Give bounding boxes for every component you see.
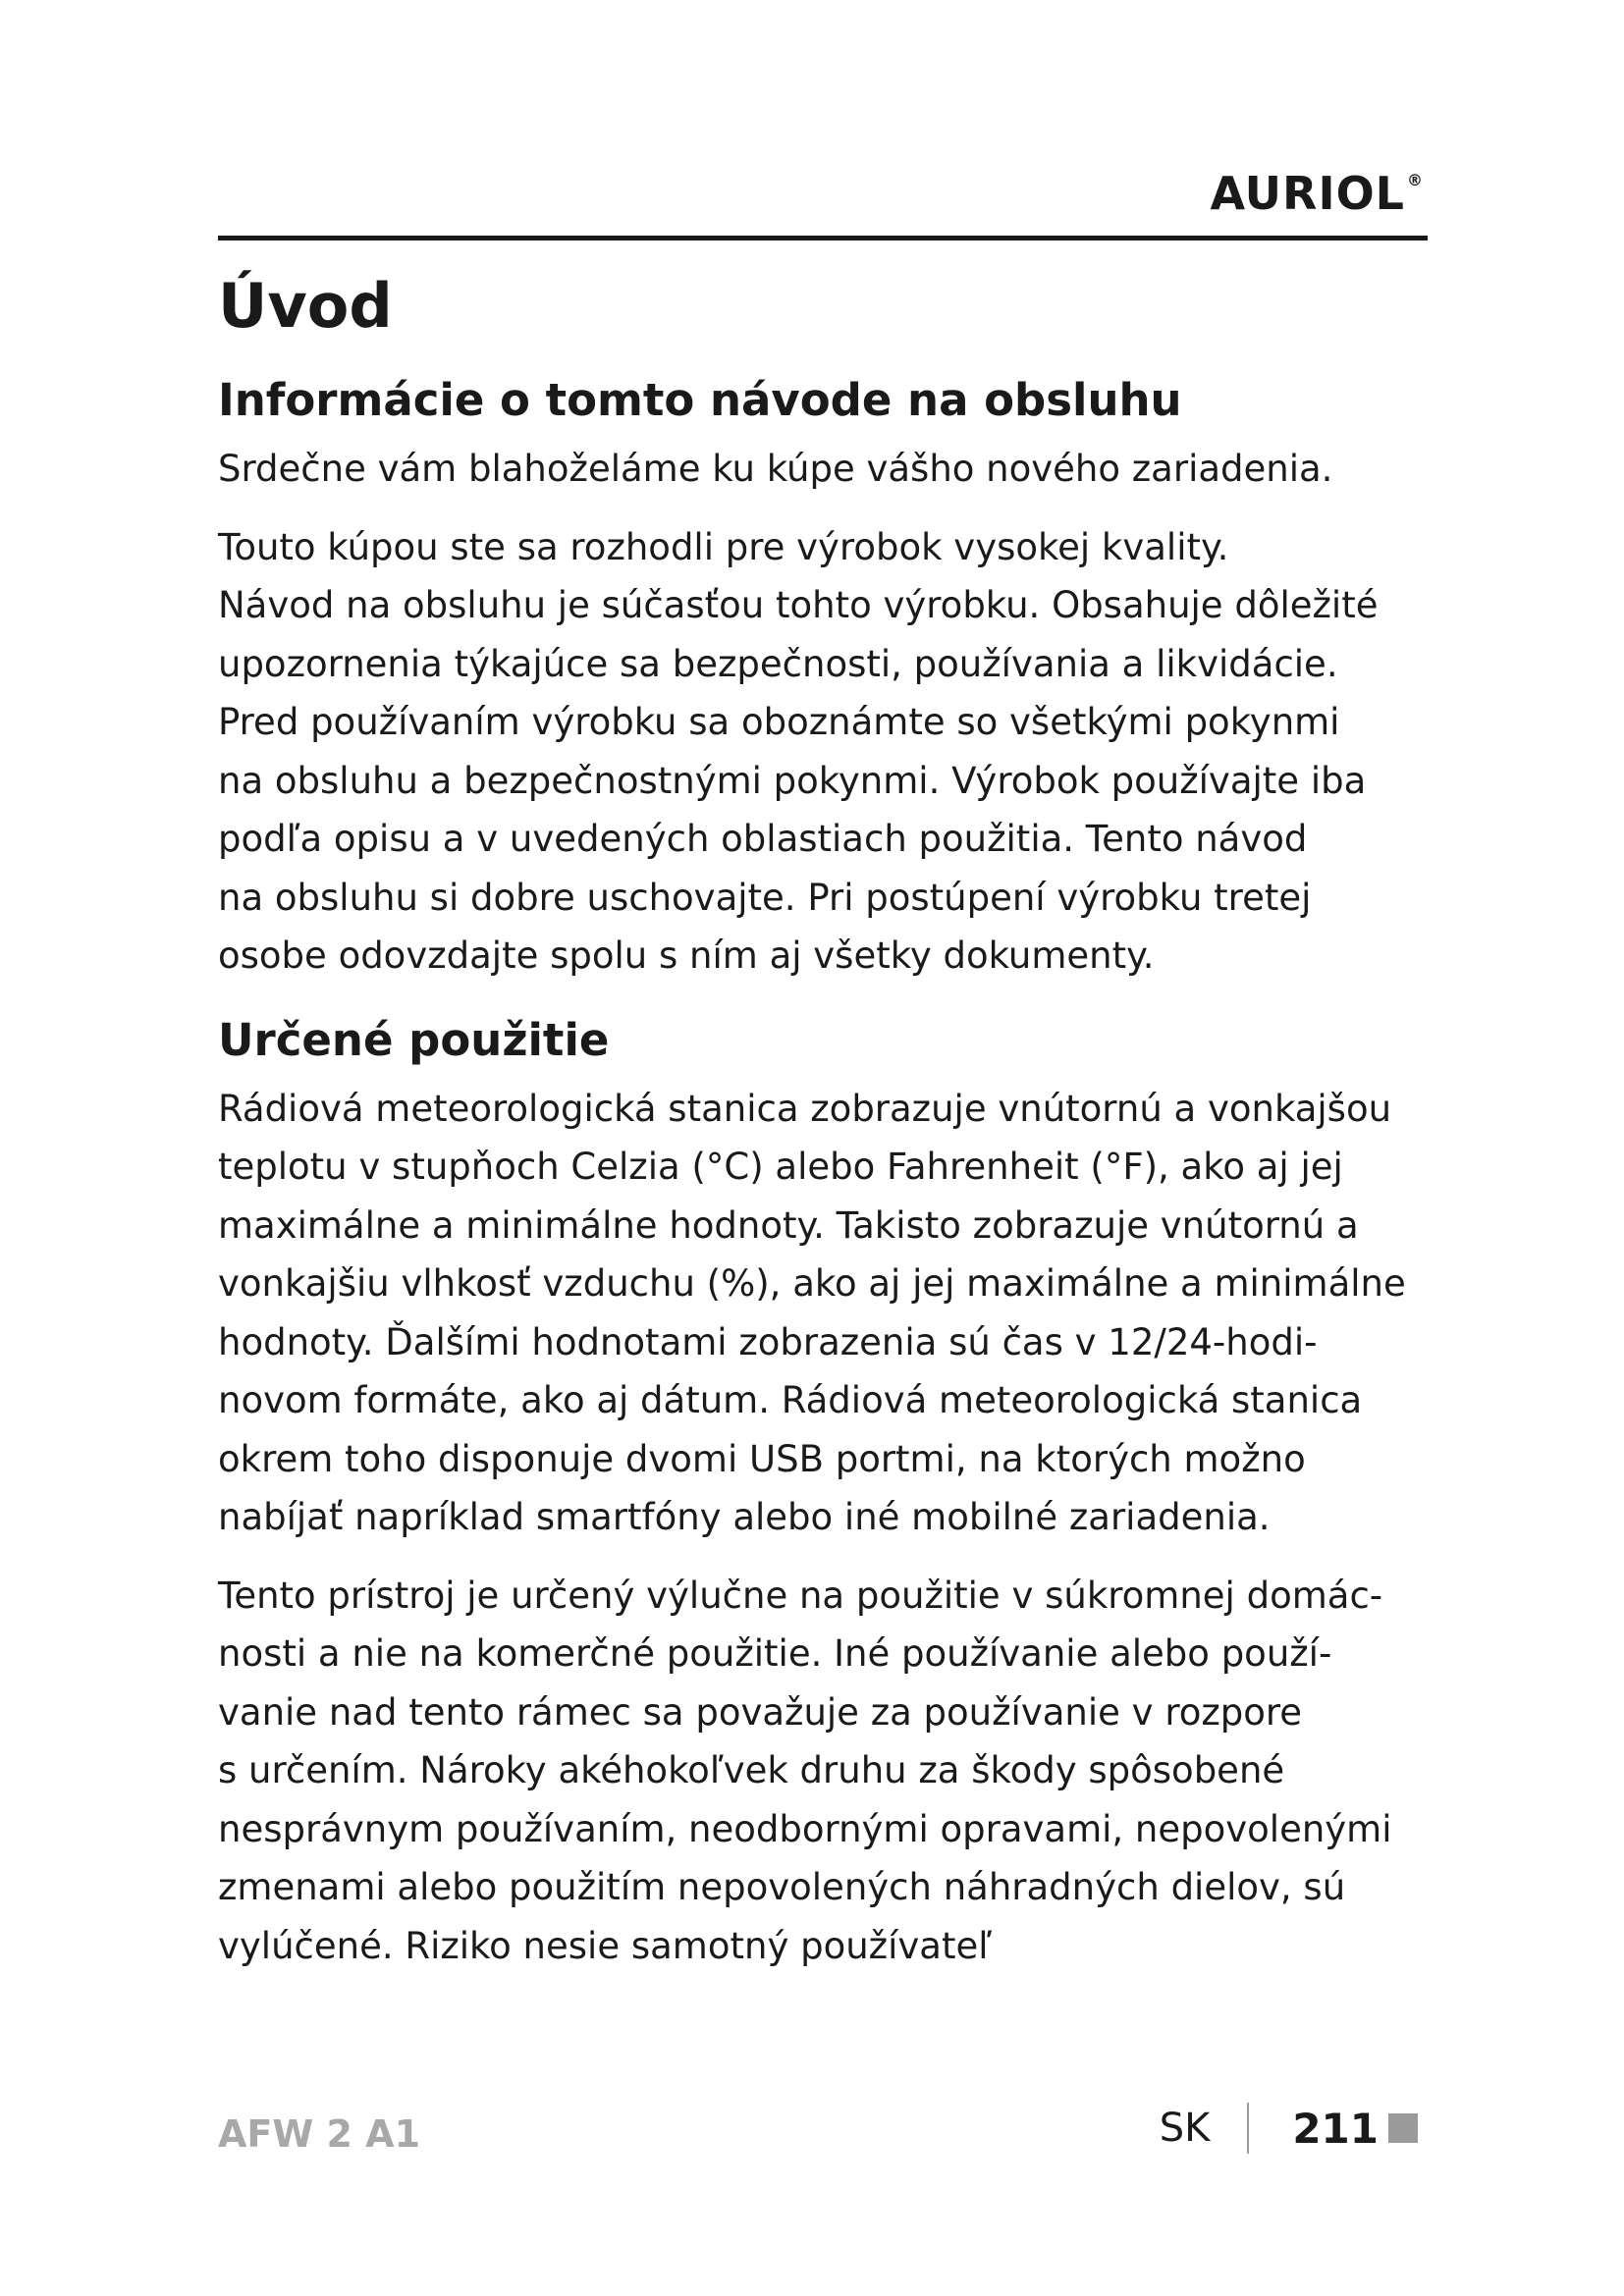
footer-divider (1247, 2103, 1249, 2154)
section-heading-intended-use: Určené použitie (218, 1013, 610, 1066)
page-title: Úvod (218, 270, 393, 342)
paragraph-manual-info: Touto kúpou ste sa rozhodli pre výrobok vysokej kvality. Návod na obsluhu je súčasťou tohto výrobku. Obsahuje dôležité upozornenia týkajúce sa bezpečnosti, používania a likvidácie. Pred používaním výrobku sa oboznámte so všetkými pokynmi na obsluhu a bezpečnostnými pokynmi. Výrobok používajte iba podľa opisu a v uvedených oblastiach použitia. Tento návod na obsluhu si dobre uschovajte. Pri postúpení výrobku tretej osobe odovzdajte spolu s ním aj všetky dokumenty. (218, 525, 1379, 977)
page-content (218, 257, 1435, 1975)
language-code: SK (1159, 2106, 1211, 2151)
page-number: 211 (1292, 2104, 1379, 2153)
header-rule (218, 236, 1428, 240)
registered-mark: ® (1407, 171, 1424, 189)
page-footer (1160, 2101, 1418, 2156)
paragraph-congratulations: Srdečne vám blahoželáme ku kúpe vášho nového zariadenia. (218, 448, 1333, 490)
brand-logo (1211, 167, 1425, 220)
brand-name: AURIOL (1210, 167, 1405, 220)
paragraph-station-description: Rádiová meteorologická stanica zobrazuje vnútornú a vonkajšou teplotu v stupňoch Celzia (°C) alebo Fahrenheit (°F), ako aj jej maximálne a minimálne hodnoty. Takisto zobrazuje vnútornú a vonkajšiu vlhkosť vzduchu (%), ako aj jej maximálne a minimálne hodnoty. Ďalšími hodnotami zobrazenia sú čas v 12/24-hodi- novom formáte, ako aj dátum. Rádiová meteorologická stanica okrem toho disponuje dvomi USB portmi, na ktorých možno nabíjať napríklad smartfóny alebo iné mobilné zariadenia. (218, 1087, 1406, 1538)
section-heading-manual-info: Informácie o tomto návode na obsluhu (218, 374, 1182, 426)
paragraph-usage-restrictions: Tento prístroj je určený výlučne na použitie v súkromnej domác- nosti a nie na komerčné použitie. Iné používanie alebo použí- vanie nad tento rámec sa považuje za používanie v rozpore s určením. Nároky akéhokoľvek druhu za škody spôsobené nesprávnym používaním, neodbornými opravami, nepovolenými zmenami alebo použitím nepovolených náhradných dielov, sú vylúčené. Riziko nesie samotný používateľ (218, 1574, 1392, 1967)
model-number: AFW 2 A1 (218, 2112, 421, 2156)
square-marker-icon (1388, 2113, 1418, 2143)
